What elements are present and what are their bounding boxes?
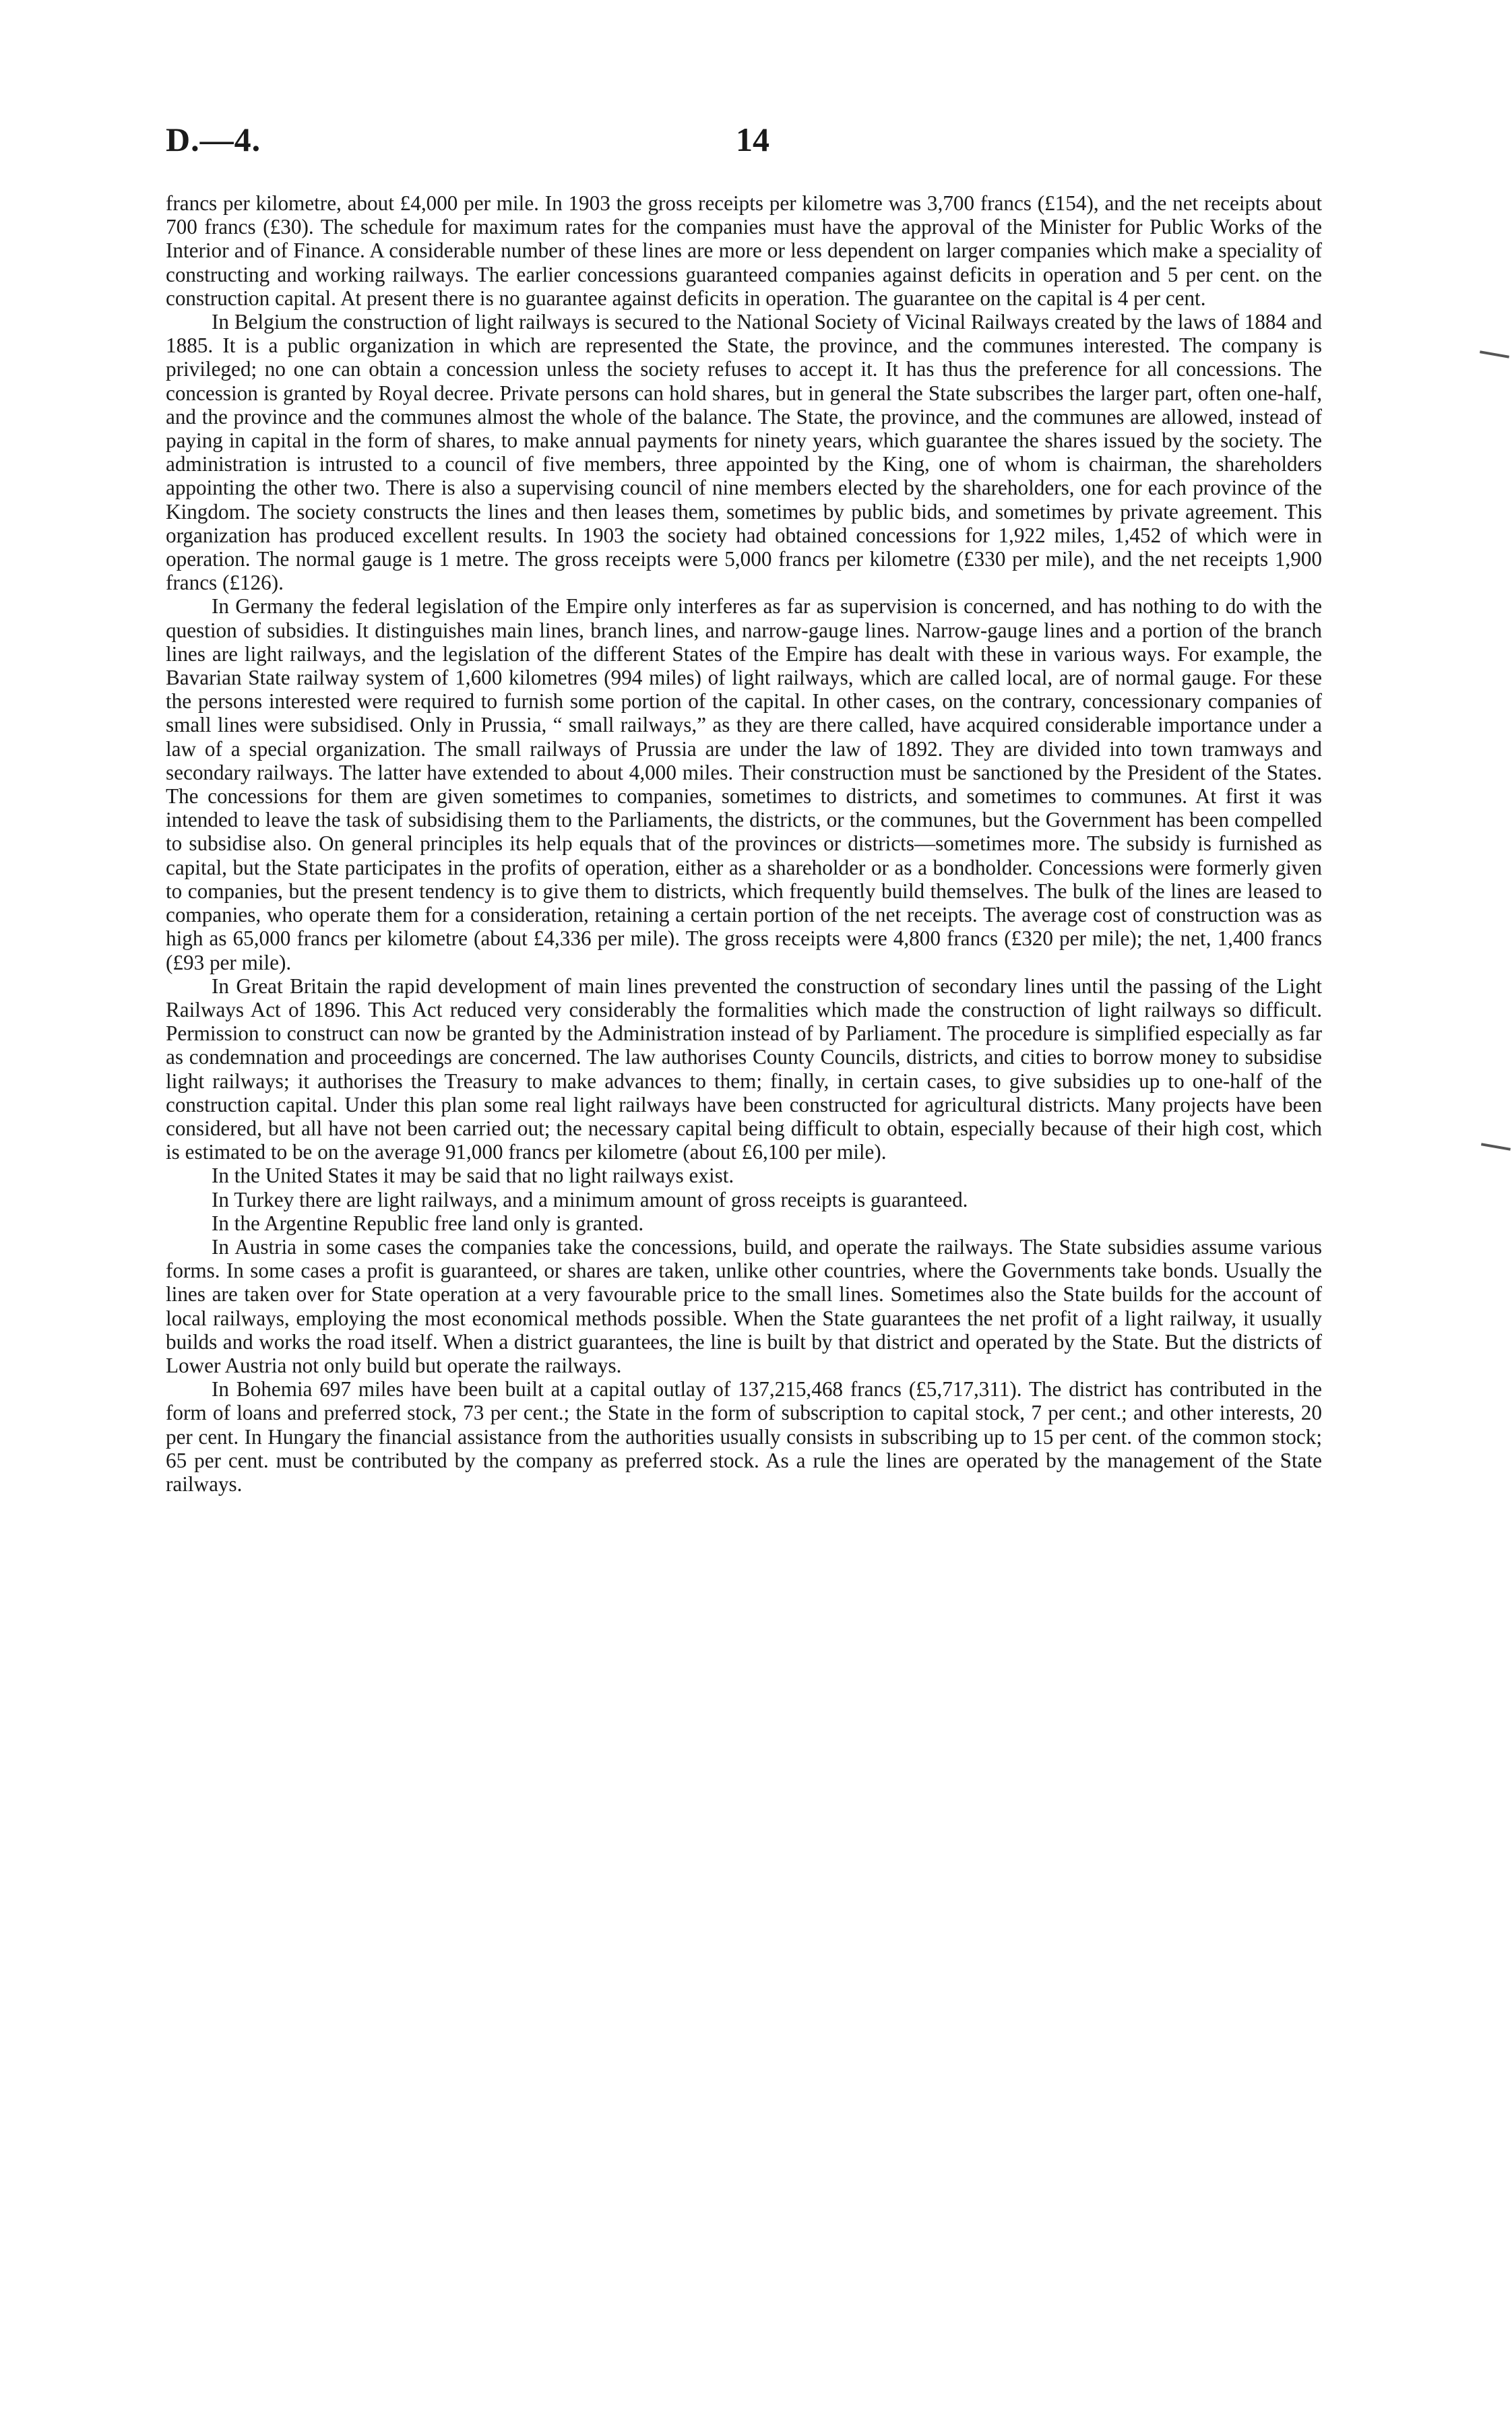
paragraph-germany: In Germany the federal legislation of the Empire only interferes as far as supervision is concerned, and has nothing to do with the question of subsidies. It distinguishes main lines, branch lines, and narrow-gauge lines. Narrow-gauge lines and a portion of the branch lines are light railways, and the legislation of the different States of the Empire has dealt with these in various ways. For example, the Bavarian State railway system of 1,600 kilometres (994 miles) of light railways, which are called local, are of normal gauge. For these the persons interested were required to furnish some portion of the capital. In other cases, on the contrary, concessionary companies of small lines were subsidised. Only in Prussia, “ small railways,” as they are there called, have acquired considerable importance under a law of a special organization. The small railways of Prussia are under the law of 1892. They are divided into town tramways and secondary railways. The latter have extended to about 4,000 miles. Their construction must be sanctioned by the President of the States. The concessions for them are given sometimes to companies, sometimes to districts, and sometimes to communes. At first it was intended to leave the task of subsidising them to the Parliaments, the districts, or the communes, but the Government has been compelled to subsidise also. On general principles its help equals that of the provinces or districts—sometimes more. The subsidy is furnished as capital, but the State participates in the profits of operation, either as a shareholder or as a bondholder. Concessions were formerly given to companies, but the present tendency is to give them to districts, which frequently build themselves. The bulk of the lines are leased to companies, who operate them for a consideration, retaining a certain portion of the net receipts. The average cost of construction was as high as 65,000 francs per kilometre (about £4,336 per mile). The gross receipts were 4,800 francs (£320 per mile); the net, 1,400 francs (£93 per mile).: [166, 594, 1322, 974]
paragraph-continuation: francs per kilometre, about £4,000 per mile. In 1903 the gross receipts per kilometre was 3,700 francs (£154), and the net receipts about 700 francs (£30). The schedule for maximum rates for the companies must have the approval of the Minister for Public Works of the Interior and of Finance. A considerable number of these lines are more or less dependent on larger companies which make a speciality of constructing and working railways. The earlier concessions guaranteed companies against deficits in operation and 5 per cent. on the construction capital. At present there is no guarantee against deficits in operation. The guarantee on the capital is 4 per cent.: [166, 191, 1322, 310]
paragraph-belgium: In Belgium the construction of light railways is secured to the National Society of Vicinal Railways created by the laws of 1884 and 1885. It is a public organization in which are represented the State, the province, and the communes interested. The company is privileged; no one can obtain a concession unless the society refuses to accept it. It has thus the preference for all concessions. The concession is granted by Royal decree. Private persons can hold shares, but in general the State subscribes the larger part, often one-half, and the province and the communes almost the whole of the balance. The State, the province, and the communes are allowed, instead of paying in capital in the form of shares, to make annual payments for ninety years, which guarantee the shares issued by the society. The administration is intrusted to a council of five members, three appointed by the King, one of whom is chairman, the shareholders appointing the other two. There is also a supervising council of nine members elected by the shareholders, one for each province of the Kingdom. The society constructs the lines and then leases them, sometimes by public bids, and sometimes by private agreement. This organization has produced excellent results. In 1903 the society had obtained concessions for 1,922 miles, 1,452 of which were in operation. The normal gauge is 1 metre. The gross receipts were 5,000 francs per kilometre (£330 per mile), and the net receipts 1,900 francs (£126).: [166, 310, 1322, 595]
margin-mark: [1480, 350, 1509, 358]
page-number: 14: [736, 121, 769, 158]
paragraph-argentine: In the Argentine Republic free land only is granted.: [212, 1211, 644, 1235]
paragraph-great-britain: In Great Britain the rapid development of main lines prevented the construction of secondary lines until the passing of the Light Railways Act of 1896. This Act reduced very considerably the formalities which made the construction of light railways so difficult. Permission to construct can now be granted by the Administration instead of by Parliament. The procedure is simplified especially as far as condemnation and proceedings are concerned. The law authorises County Councils, districts, and cities to borrow money to subsidise light railways; it authorises the Treasury to make advances to them; finally, in certain cases, to give subsidies up to one-half of the construction capital. Under this plan some real light railways have been constructed for agricultural districts. Many projects have been considered, but all have not been carried out; the necessary capital being difficult to obtain, especially because of their high cost, which is estimated to be on the average 91,000 francs per kilometre (about £6,100 per mile).: [166, 974, 1322, 1164]
margin-mark: [1481, 1143, 1511, 1151]
paragraph-bohemia-hungary: In Bohemia 697 miles have been built at a capital outlay of 137,215,468 francs (£5,717,311). The district has contributed in the form of loans and preferred stock, 73 per cent.; the State in the form of subscription to capital stock, 7 per cent.; and other interests, 20 per cent. In Hungary the financial assistance from the authorities usually consists in subscribing up to 15 per cent. of the common stock; 65 per cent. must be contributed by the company as preferred stock. As a rule the lines are operated by the management of the State railways.: [166, 1377, 1322, 1496]
document-reference: D.—4.: [166, 121, 261, 158]
paragraph-united-states: In the United States it may be said that no light railways exist.: [212, 1164, 734, 1188]
paragraph-austria: In Austria in some cases the companies take the concessions, build, and operate the railways. The State subsidies assume various forms. In some cases a profit is guaranteed, or shares are taken, unlike other countries, where the Governments take bonds. Usually the lines are taken over for State operation at a very favourable price to the small lines. Sometimes also the State builds for the account of local railways, employing the most economical methods possible. When the State guarantees the net profit of a light railway, it usually builds and works the road itself. When a district guarantees, the line is built by that district and operated by the State. But the districts of Lower Austria not only build but operate the railways.: [166, 1234, 1322, 1377]
paragraph-turkey: In Turkey there are light railways, and a minimum amount of gross receipts is guaranteed.: [212, 1187, 968, 1211]
document-body: [166, 191, 1322, 1496]
